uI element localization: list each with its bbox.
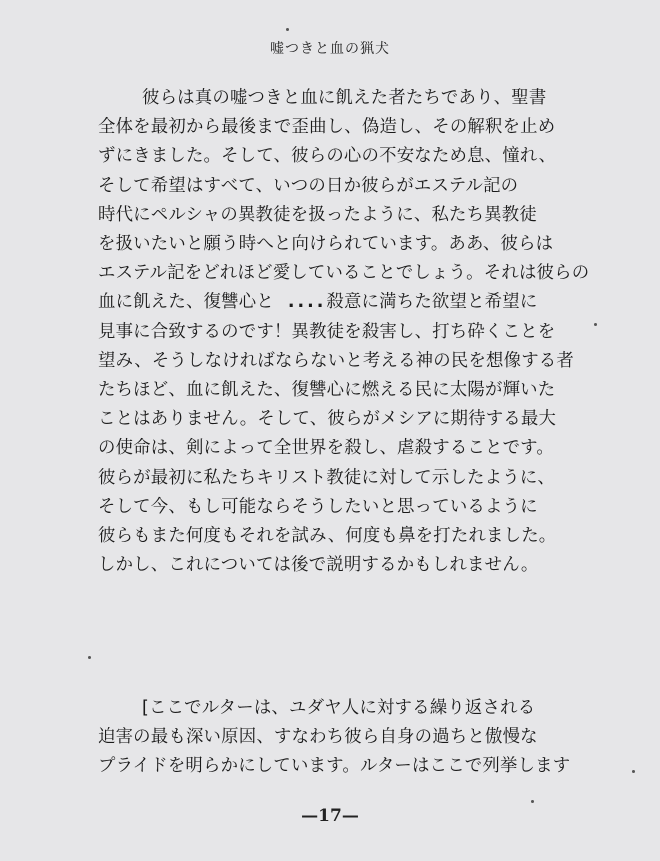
text-line: 見事に合致するのです！異教徒を殺害し、打ち砕くことを	[98, 321, 556, 342]
text-line: 時代にペルシャの異教徒を扱ったように、私たち異教徒	[98, 204, 537, 225]
text-line: の使命は、剣によって全世界を殺し、虐殺することです。	[98, 438, 554, 459]
text-line-with-ellipsis	[98, 288, 590, 317]
scan-speck	[531, 800, 534, 803]
text-line: たちほど、血に飢えた、復讐心に燃える民に太陽が輝いた	[98, 380, 556, 401]
text-line: しかし、これについては後で説明するかもしれません。	[98, 555, 539, 576]
scan-speck	[632, 770, 635, 773]
text-line: 彼らが最初に私たちキリスト教徒に対して示したように、	[98, 467, 556, 488]
text-line: そして希望はすべて、いつの日か彼らがエステル記の	[98, 175, 519, 196]
scan-speck	[594, 323, 597, 326]
text-line: 望み、そうしなければならないと考える神の民を想像する者	[98, 350, 574, 371]
text-line: そして今、もし可能ならそうしたいと思っているように	[98, 496, 538, 517]
scan-speck	[286, 28, 289, 31]
text-line: 全体を最初から最後まで歪曲し、偽造し、その解釈を止め	[98, 117, 556, 138]
text-line: エステル記をどれほど愛していることでしょう。それは彼らの	[98, 263, 590, 284]
text-line: 彼らもまた何度もそれを試み、何度も鼻を打たれました。	[98, 526, 557, 547]
running-header: 嘘つきと血の猟犬	[270, 41, 390, 57]
text-line: 迫害の最も深い原因、すなわち彼ら自身の過ちと傲慢な	[98, 727, 538, 748]
text-line: 彼らは真の嘘つきと血に飢えた者たちであり、聖書	[142, 88, 547, 108]
text-segment: 血に飢えた、復讐心と	[98, 292, 274, 313]
text-line: プライドを明らかにしています。ルターはここで列挙します	[98, 756, 571, 777]
paragraph-1	[98, 84, 590, 580]
text-segment: 殺意に満ちた欲望と希望に	[326, 292, 538, 313]
ellipsis-dots: ....	[287, 292, 327, 313]
text-line: [ここでルターは、ユダヤ人に対する繰り返される	[142, 698, 536, 718]
paragraph-2	[98, 694, 590, 782]
text-line: ずにきました。そして、彼らの心の不安なため息、憧れ、	[98, 146, 557, 167]
text-line: を扱いたいと願う時へと向けられています。ああ、彼らは	[98, 234, 554, 255]
scan-speck	[88, 656, 91, 659]
text-line: ことはありません。そして、彼らがメシアに期待する最大	[98, 409, 557, 430]
page-number: —17—	[301, 806, 359, 826]
